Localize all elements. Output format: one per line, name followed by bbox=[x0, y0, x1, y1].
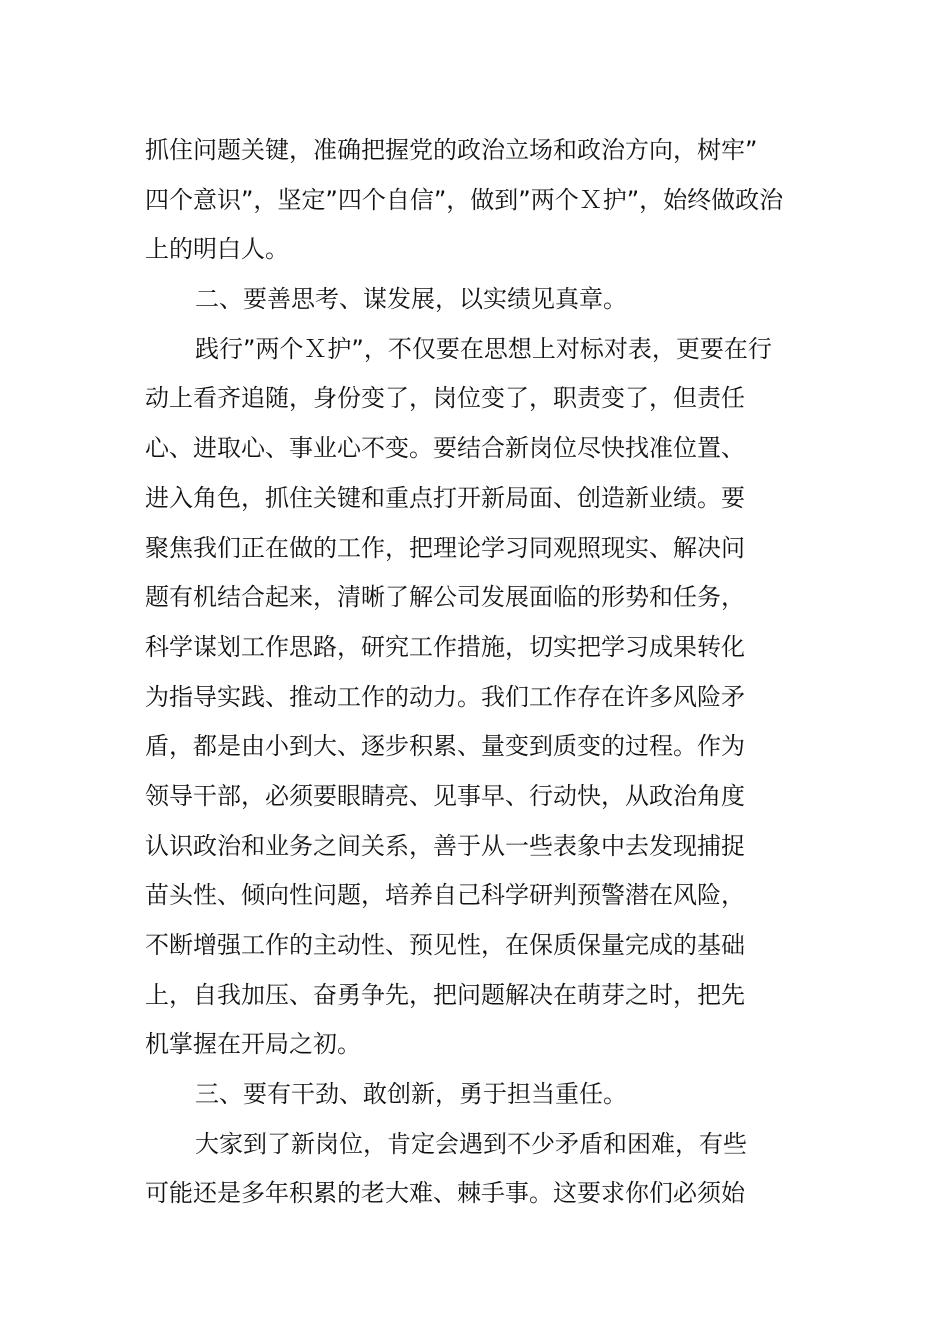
text-line: 上的明白人。 bbox=[145, 235, 289, 264]
text-line: 为指导实践、推动工作的动力。我们工作存在许多风险矛 bbox=[145, 682, 745, 711]
text-line: 聚焦我们正在做的工作，把理论学习同观照现实、解决问 bbox=[145, 533, 745, 562]
text-line: 践行”两个Ｘ护”，不仅要在思想上对标对表，更要在行 bbox=[195, 334, 772, 363]
text-line: 科学谋划工作思路，研究工作措施，切实把学习成果转化 bbox=[145, 632, 745, 661]
text-line: 可能还是多年积累的老大难、棘手事。这要求你们必须始 bbox=[145, 1179, 745, 1208]
text-line: 二、要善思考、谋发展，以实绩见真章。 bbox=[195, 285, 627, 314]
text-line: 动上看齐追随，身份变了，岗位变了，职责变了，但责任 bbox=[145, 384, 745, 413]
text-line: 领导干部，必须要眼睛亮、见事早、行动快，从政治角度 bbox=[145, 781, 745, 810]
text-line: 认识政治和业务之间关系，善于从一些表象中去发现捕捉 bbox=[145, 831, 745, 860]
text-line: 机掌握在开局之初。 bbox=[145, 1030, 361, 1059]
text-line: 三、要有干劲、敢创新，勇于担当重任。 bbox=[195, 1080, 627, 1109]
text-line: 盾，都是由小到大、逐步积累、量变到质变的过程。作为 bbox=[145, 732, 745, 761]
text-line: 心、进取心、事业心不变。要结合新岗位尽快找准位置、 bbox=[145, 434, 745, 463]
text-line: 抓住问题关键，准确把握党的政治立场和政治方向，树牢” bbox=[145, 136, 758, 164]
document-body bbox=[145, 126, 810, 1219]
text-line: 上，自我加压、奋勇争先，把问题解决在萌芽之时，把先 bbox=[145, 980, 745, 1009]
text-line: 四个意识”，坚定”四个自信”，做到”两个Ｘ护”，始终做政治 bbox=[145, 185, 784, 214]
text-line: 大家到了新岗位，肯定会遇到不少矛盾和困难，有些 bbox=[195, 1129, 747, 1158]
text-line: 进入角色，抓住关键和重点打开新局面、创造新业绩。要 bbox=[145, 483, 745, 512]
text-line: 苗头性、倾向性问题，培养自己科学研判预警潜在风险， bbox=[145, 881, 745, 910]
text-line: 题有机结合起来，清晰了解公司发展面临的形势和任务， bbox=[145, 583, 745, 612]
text-line: 不断增强工作的主动性、预见性，在保质保量完成的基础 bbox=[145, 931, 745, 959]
